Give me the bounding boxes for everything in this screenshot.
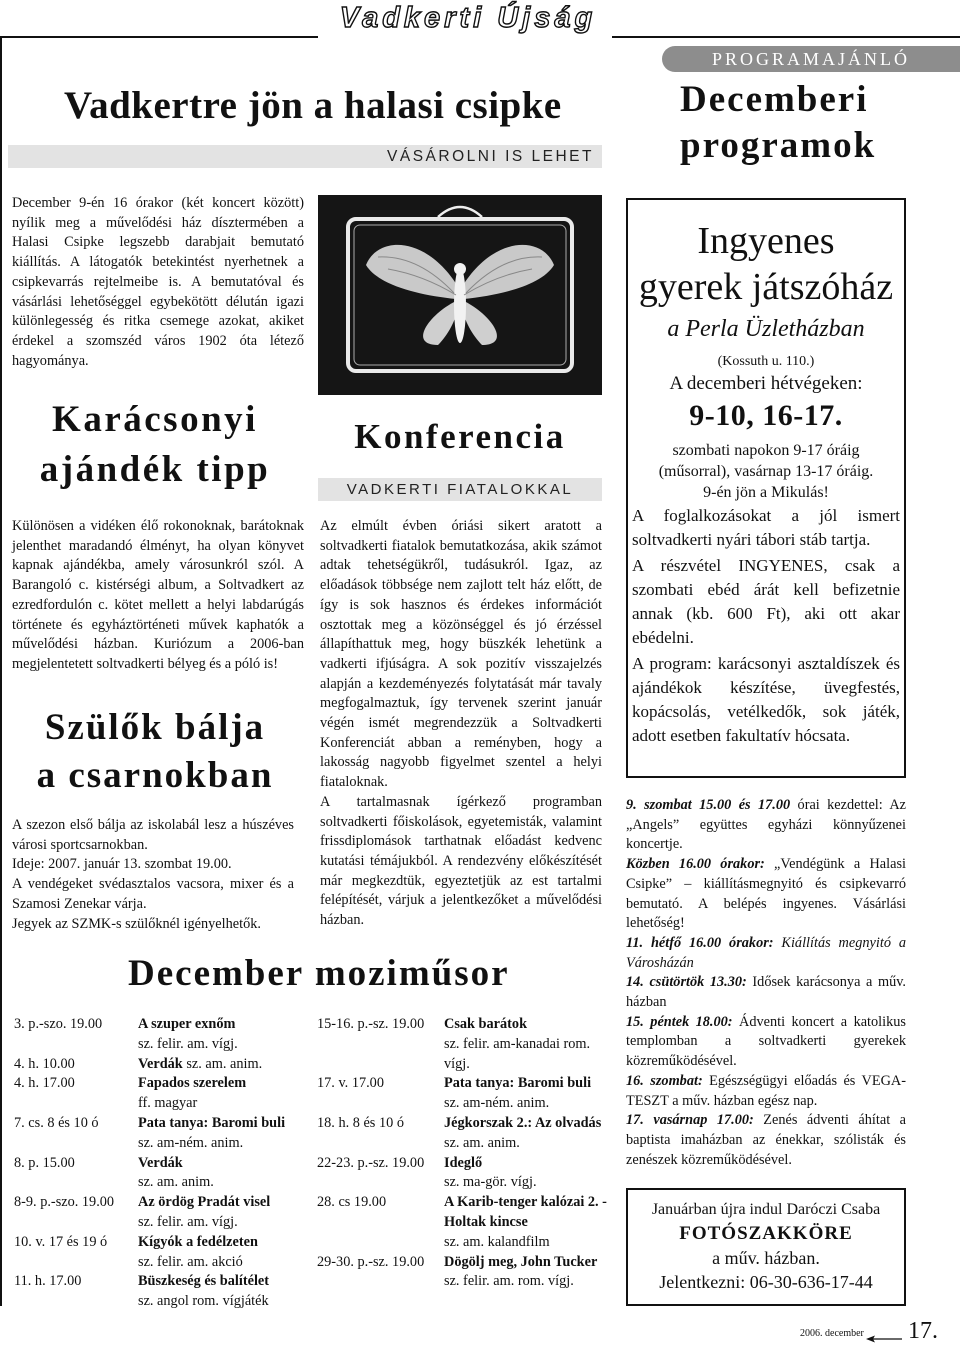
- cinema-when: 15-16. p.-sz. 19.00: [317, 1016, 425, 1032]
- film-title: Ideglő: [444, 1154, 483, 1171]
- cinema-when: 18. h. 8 és 10 ó: [317, 1114, 404, 1131]
- cinema-entry: [14, 1055, 310, 1075]
- film-note: sz. angol rom. vígjáték: [138, 1293, 269, 1310]
- event-lead: 16. szombat:: [626, 1072, 703, 1089]
- playhouse-box: [626, 198, 906, 778]
- cinema-entry: [14, 1193, 310, 1233]
- film-note: sz. felir. am. vígj.: [138, 1213, 238, 1230]
- film-title: A Karib-tenger kalózai 2. - Holtak kincse: [444, 1194, 607, 1230]
- event-lead: 11. hétfő 16.00 órakor:: [626, 934, 774, 951]
- event-text: „Vendégünk a Halasi Csipke” – kiállításmegnyitó és csipkevarró bemutató. A belépés ingyenes. Vásárlási lehetőség!: [626, 856, 906, 932]
- film-note: sz. am. anim.: [444, 1134, 520, 1151]
- ball-article-title-line2: a csarnokban: [36, 755, 274, 796]
- gift-article-title-line2: ajándék tipp: [39, 449, 271, 490]
- film-note: sz. ma-gör. vígj.: [444, 1174, 537, 1191]
- cinema-entry: [14, 1074, 310, 1114]
- cinema-entry: [317, 1253, 607, 1293]
- footer-arrow-icon: [866, 1330, 902, 1345]
- playhouse-title-line1: Ingyenes: [697, 220, 835, 262]
- cinema-film: [138, 1074, 246, 1114]
- film-note: sz. felir. am-kanadai rom. vígj.: [444, 1035, 591, 1072]
- playhouse-hours: szombati napokon 9-17 óráig (műsorral), vasárnap 13-17 óráig.: [658, 442, 874, 480]
- ball-article-body: [12, 816, 294, 934]
- ball-article-title-line1: Szülők bálja: [44, 707, 266, 748]
- cinema-film: [444, 1015, 607, 1074]
- playhouse-fee: A részvétel INGYENES, csak a szombati ebéd árát kell befizetnie annak (kb. 600 Ft), aki ott akar ebédelni.: [632, 556, 900, 647]
- film-title: Csak barátok: [444, 1016, 528, 1032]
- cinema-title: December moziműsor: [128, 953, 510, 994]
- film-title: Verdák: [138, 1055, 183, 1072]
- film-note: sz. felir. am. rom. vígj.: [444, 1273, 574, 1290]
- masthead-rule-right: [612, 36, 960, 38]
- conference-subtitle: VADKERTI FIATALOKKAL: [318, 478, 602, 501]
- cinema-entry: [14, 1114, 310, 1154]
- cinema-when: 7. cs. 8 és 10 ó: [14, 1114, 99, 1131]
- program-event: [626, 934, 906, 973]
- lace-article-body: December 9-én 16 órakor (két koncert között) nyílik meg a művelődési ház dísztermében a Halasi Csipke legszebb darabjait bemutató kiállítás. A látogatók betekintést nyerhetnek a csipkevarrás rejtelmeibe is. A bemutatóval és vásárlási lehetőséggel egybekötött délután igazi különlegesség és ritka csemege azokat, akiket érdekel a szomszéd város 1902 óta létező hagyománya.: [12, 195, 304, 369]
- film-title: Pata tanya: Baromi buli: [444, 1075, 592, 1092]
- event-lead: 9. szombat 15.00 és 17.00: [626, 797, 791, 813]
- conference-body: [320, 517, 602, 931]
- conference-paragraph: Az elmúlt évben óriási sikert aratott a soltvadkerti fiatalok bemutatkozása, akik számot adtak tehetségükről, tudásukról. Igaz, az előadások többsége nem zajlott telt ház előtt, de így is sok hasznos és érdekes információt osztottak meg a közönséggel és jó érzéssel állapíthattuk meg, hogy büszkék lehetünk a vadkerti ifjúságra. A sok pozitív visszajelzés alapján a kezdeményezés folytatását már tavaly megfogalmaztuk, így tervenek szerint január végén ismét megrendezzük a Soltvadkerti Konferenciát abban a reményben, hogy a lakosság nagyobb figyelmet szentel a helyi fiataloknak.: [320, 518, 602, 791]
- conference-title: Konferencia: [354, 417, 566, 456]
- cinema-film: [444, 1074, 591, 1114]
- film-title: Dögölj meg, John Tucker: [444, 1253, 598, 1270]
- program-event: [626, 1111, 906, 1170]
- film-title: Verdák: [138, 1154, 183, 1171]
- program-event: [626, 973, 906, 1012]
- program-events: [626, 796, 906, 1170]
- film-title: Pata tanya: Baromi buli: [138, 1114, 286, 1131]
- event-text: órai kezdettel: Az „Angels” együttes egyházi könnyűzenei koncertje.: [626, 797, 906, 853]
- cinema-film: [444, 1114, 601, 1154]
- event-text: Egészségügyi előadás és VEGA-TESZT a műv. házban egész nap.: [626, 1072, 906, 1109]
- cinema-entry: [14, 1015, 310, 1055]
- cinema-film: [138, 1272, 269, 1312]
- lace-butterfly-photo: [318, 195, 602, 395]
- program-event: [626, 1072, 906, 1111]
- footer-page-number: 17.: [908, 1318, 938, 1344]
- ball-article-paragraph: Jegyek az SZMK-s szülőknél igényelhetők.: [12, 915, 261, 932]
- event-text: Ádventi koncert a katolikus templomban a soltvadkerti gyerekek közreműködésével.: [626, 1013, 906, 1070]
- cinema-entry: [14, 1272, 310, 1312]
- masthead: Vadkerti Újság: [339, 2, 597, 34]
- lace-article-title: Vadkertre jön a halasi csipke: [64, 84, 562, 127]
- cinema-entry: [14, 1233, 310, 1273]
- cinema-film: [138, 1193, 270, 1233]
- cinema-entry: [317, 1074, 607, 1114]
- event-lead: 15. péntek 18.00:: [626, 1013, 733, 1030]
- program-event: [626, 796, 906, 855]
- event-lead: Közben 16.00 órakor:: [626, 856, 765, 873]
- film-note: sz. felir. am. akció: [138, 1253, 243, 1270]
- event-text: Zenés ádventi áhítat a baptista imaházban az énekkar, szólisták és zenészek közreműködésével.: [626, 1112, 907, 1168]
- conference-paragraph: A tartalmasnak ígérkező programban soltvadkerti főiskolások, egyetemisták, valamint frissdiplomások tarthatnak előadást kedvenc kutatási témájukból. A rendezvény előkészítését már megkezdtük, egyeztetjük az est tartalmi felépítését, várjuk a jelentkezőket a művelődési házban.: [320, 793, 602, 929]
- cinema-when: 8-9. p.-szo. 19.00: [14, 1194, 115, 1211]
- film-title: Fapados szerelem: [138, 1075, 247, 1092]
- masthead-rule-left: [0, 36, 318, 38]
- film-title: Büszkeség és balítélet: [138, 1273, 270, 1290]
- photo-club-line4: Jelentkezni: 06-30-636-17-44: [659, 1272, 873, 1292]
- ball-article-paragraph: Ideje: 2007. január 13. szombat 19.00.: [12, 856, 232, 873]
- film-note: sz. am. kalandfilm: [444, 1233, 550, 1250]
- cinema-entry: [317, 1114, 607, 1154]
- program-title-line1: Decemberi: [680, 79, 869, 120]
- footer-date: 2006. december: [800, 1328, 864, 1339]
- cinema-when: 4. h. 10.00: [14, 1055, 75, 1072]
- photo-club-line2: FOTÓSZAKKÖRE: [679, 1223, 853, 1244]
- page-border-left: [0, 36, 2, 1306]
- program-tag: PROGRAMAJÁNLÓ: [662, 46, 960, 72]
- film-title: Jégkorszak 2.: Az olvadás: [444, 1114, 602, 1131]
- playhouse-staff: A foglalkozásokat a jól ismert soltvadkerti nyári tábori stáb tartja.: [632, 506, 900, 549]
- program-title-line2: programok: [680, 125, 877, 166]
- film-note: sz. am. anim.: [182, 1055, 263, 1072]
- cinema-entry: [317, 1193, 607, 1252]
- playhouse-address: (Kossuth u. 110.): [717, 354, 815, 369]
- cinema-when: 22-23. p.-sz. 19.00: [317, 1154, 425, 1171]
- cinema-film: [444, 1253, 597, 1293]
- playhouse-weekends-label: A decemberi hétvégeken:: [669, 373, 863, 394]
- cinema-film: [138, 1055, 262, 1075]
- cinema-film: [138, 1154, 214, 1194]
- cinema-entry: [317, 1015, 607, 1074]
- cinema-when: 4. h. 17.00: [14, 1075, 75, 1092]
- cinema-film: [138, 1015, 238, 1055]
- playhouse-title-line2: gyerek játszóház: [638, 266, 894, 308]
- cinema-film: [138, 1233, 258, 1273]
- cinema-when: 10. v. 17 és 19 ó: [14, 1233, 108, 1250]
- cinema-film: [138, 1114, 285, 1154]
- film-note: sz. am. anim.: [138, 1174, 214, 1191]
- program-event: [626, 1013, 906, 1072]
- film-note: ff. magyar: [138, 1095, 198, 1112]
- lace-butterfly-image: [318, 195, 602, 395]
- cinema-when: 28. cs 19.00: [317, 1194, 387, 1211]
- playhouse-plan: A program: karácsonyi asztaldíszek és ajándékok készítése, üvegfestés, kopácsolás, vetélkedők, sok játék, adott esetben fakultatív hócsata.: [632, 654, 900, 745]
- cinema-when: 11. h. 17.00: [14, 1273, 82, 1290]
- film-title: Az ördög Pradát visel: [138, 1194, 271, 1211]
- cinema-when: 29-30. p.-sz. 19.00: [317, 1253, 425, 1270]
- photo-club-box: [626, 1188, 906, 1306]
- cinema-right-column: [317, 1015, 607, 1292]
- cinema-film: [444, 1154, 537, 1194]
- event-lead: 17. vasárnap 17.00:: [626, 1112, 754, 1129]
- film-title: A szuper exnőm: [138, 1016, 236, 1032]
- film-note: sz. felir. am. vígj.: [138, 1035, 238, 1052]
- cinema-left-column: [14, 1015, 310, 1312]
- ball-article-paragraph: A szezon első bálja az iskolabál lesz a húszéves városi sportcsarnokban.: [12, 817, 294, 853]
- event-text: Kiállítás megnyitó a Városházán: [626, 934, 906, 971]
- cinema-when: 17. v. 17.00: [317, 1075, 384, 1092]
- lace-article-subtitle: VÁSÁROLNI IS LEHET: [8, 145, 602, 168]
- film-title: Kígyók a fedélzeten: [138, 1233, 258, 1250]
- playhouse-mikulas: 9-én jön a Mikulás!: [703, 484, 829, 501]
- cinema-entry: [14, 1154, 310, 1194]
- playhouse-dates: 9-10, 16-17.: [689, 399, 843, 432]
- event-lead: 14. csütörtök 13.30:: [626, 974, 747, 991]
- ball-article-paragraph: A vendégeket svédasztalos vacsora, mixer és a Szamosi Zenekar várja.: [12, 876, 294, 912]
- cinema-entry: [317, 1154, 607, 1194]
- gift-article-title-line1: Karácsonyi: [52, 399, 258, 440]
- cinema-when: 3. p.-szo. 19.00: [14, 1016, 103, 1032]
- gift-article-body: Különösen a vidéken élő rokonoknak, barátoknak jelenthet maradandó élményt, ha olyan könyvet kapnak ajándékba, amely városunkról szól. A Barangoló c. kistérségi album, a Soltvadkert az ezredfordulón c. kötet mellett a helyi labdarúgás története és egyháztörténeti művek kaphatók a művelődési házban. Kuriózum a 2006-ban megjelentetett soltvadkerti bélyeg és a póló is!: [12, 518, 304, 672]
- playhouse-place: a Perla Üzletházban: [667, 316, 865, 342]
- photo-club-line1: Januárban újra indul Daróczi Csaba: [651, 1201, 881, 1218]
- cinema-when: 8. p. 15.00: [14, 1154, 75, 1171]
- photo-club-line3: a műv. házban.: [712, 1248, 820, 1268]
- program-event: [626, 855, 906, 934]
- cinema-film: [444, 1193, 607, 1252]
- film-note: sz. am-ném. anim.: [444, 1095, 550, 1112]
- film-note: sz. am-ném. anim.: [138, 1134, 244, 1151]
- event-text: Idősek karácsonya a műv. házban: [626, 974, 907, 1011]
